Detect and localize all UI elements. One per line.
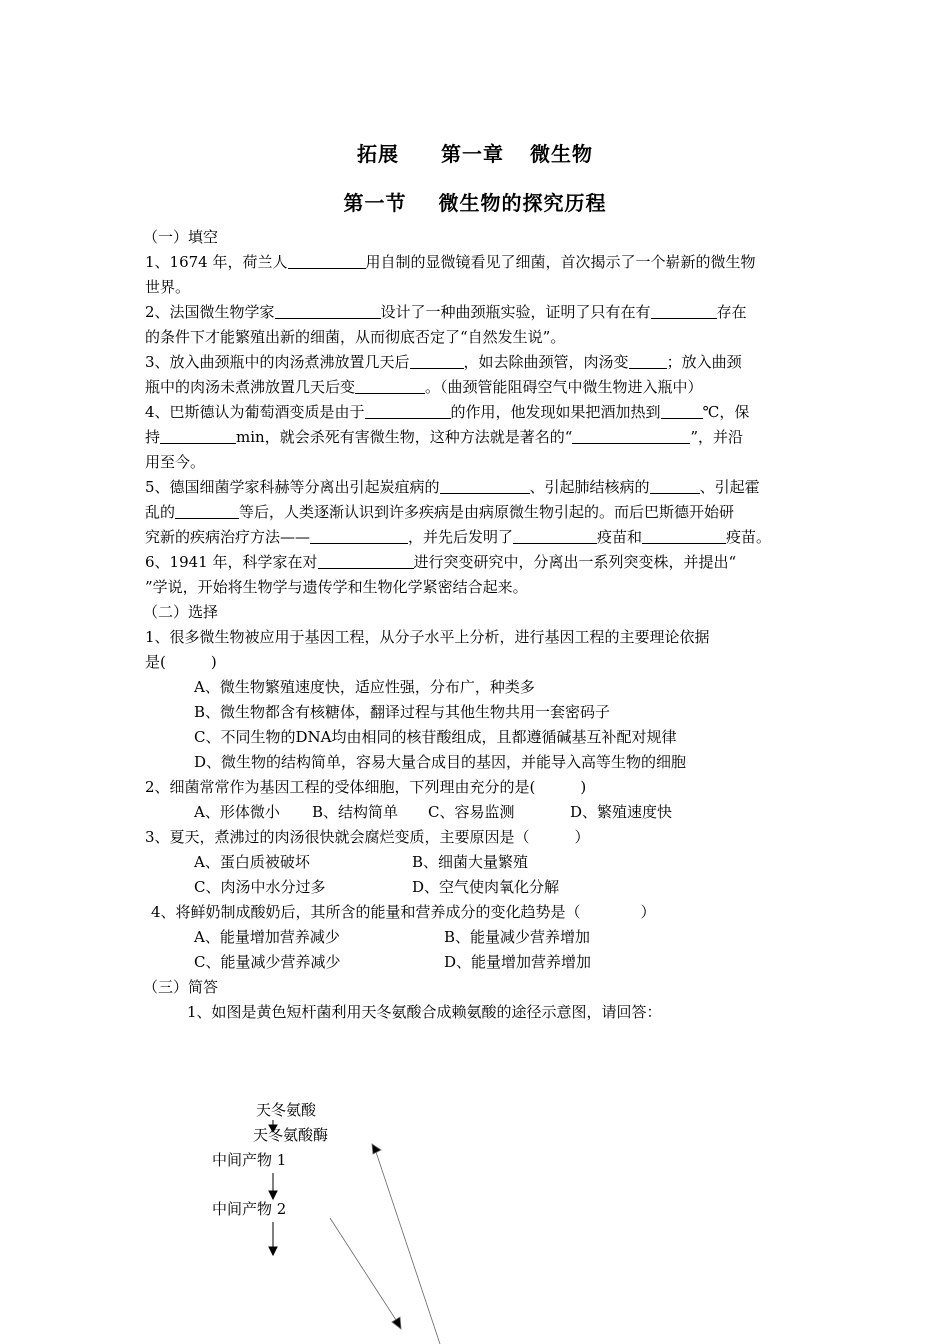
node-intermediate-1: 中间产物 1 (212, 1151, 287, 1169)
choice-q2-option-a[interactable]: A、形体微小 (194, 803, 280, 821)
fill-q2-line1: 2、法国微生物学家 设计了一种曲颈瓶实验，证明了只有在有 存在 (145, 303, 747, 321)
inhibition-line (330, 1218, 396, 1320)
node-aspartate: 天冬氨酸 (256, 1101, 317, 1119)
choice-q1-option-d[interactable]: D、微生物的结构简单，容易大量合成目的基因，并能导入高等生物的细胞 (194, 753, 687, 771)
inhibition-arrow-head (392, 1317, 401, 1329)
choice-q1-stem2: 是( ) (145, 653, 217, 671)
chapter-title-part1: 拓展 (357, 142, 399, 166)
choice-q2-option-c[interactable]: C、容易监测 (428, 803, 515, 821)
fill-q1-line2: 世界。 (145, 278, 191, 296)
choice-q4-option-c[interactable]: C、能量减少营养减少 (194, 953, 341, 971)
fill-q1-line1: 1、1674 年，荷兰人 用自制的显微镜看见了细菌，首次揭示了一个崭新的微生物 (145, 253, 756, 271)
choice-q1-option-b[interactable]: B、微生物都含有核糖体，翻译过程与其他生物共用一套密码子 (194, 703, 611, 721)
choice-q3-option-b[interactable]: B、细菌大量繁殖 (412, 853, 529, 871)
fill-q2-line2: 的条件下才能繁殖出新的细菌，从而彻底否定了“自然发生说”。 (145, 328, 566, 346)
chapter-title-part3: 微生物 (530, 142, 593, 166)
choice-q4-option-b[interactable]: B、能量减少营养增加 (444, 928, 591, 946)
choice-q2-stem: 2、细菌常常作为基因工程的受体细胞，下列理由充分的是( ) (145, 778, 587, 796)
section2-heading: （二）选择 (143, 603, 219, 621)
fill-q3-line1: 3、放入曲颈瓶中的肉汤煮沸放置几天后 ，如去除曲颈管，肉汤变 ；放入曲颈 (145, 353, 742, 371)
choice-q3-option-a[interactable]: A、蛋白质被破坏 (194, 853, 310, 871)
fill-q6-line1: 6、1941 年，科学家在对 进行突变研究中，分离出一系列突变株，并提出“ (145, 553, 737, 571)
fill-q6-line2: ”学说，开始将生物学与遗传学和生物化学紧密结合起来。 (145, 578, 528, 596)
chapter-title-part2: 第一章 (441, 142, 504, 166)
choice-q3-stem: 3、夏天，煮沸过的肉汤很快就会腐烂变质，主要原因是（ ） (145, 828, 590, 846)
fill-q5-line3: 究新的疾病治疗方法—— ，并先后发明了 疫苗和 疫苗。 (145, 528, 772, 546)
choice-q1-option-c[interactable]: C、不同生物的DNA均由相同的核苷酸组成，且都遵循碱基互补配对规律 (194, 728, 677, 746)
fill-q3-line2: 瓶中的肉汤未煮沸放置几天后变 。（曲颈管能阻碍空气中微生物进入瓶中） (145, 378, 703, 396)
section-title-part1: 第一节 (343, 191, 407, 215)
choice-q1-stem: 1、很多微生物被应用于基因工程，从分子水平上分析，进行基因工程的主要理论依据 (145, 628, 710, 646)
choice-q4-option-a[interactable]: A、能量增加营养减少 (194, 928, 340, 946)
choice-q3-option-d[interactable]: D、空气使肉氧化分解 (412, 878, 560, 896)
choice-q3-option-c[interactable]: C、肉汤中水分过多 (194, 878, 326, 896)
choice-q2-option-d[interactable]: D、繁殖速度快 (570, 803, 673, 821)
feedback-arrow-head (372, 1144, 381, 1154)
section-title-part2: 微生物的探究历程 (438, 191, 607, 215)
node-aspartase: 天冬氨酸酶 (253, 1126, 329, 1144)
fill-q4-line1: 4、巴斯德认为葡萄酒变质是由于 的作用，他发现如果把酒加热到 ℃，保 (145, 403, 750, 421)
choice-q4-stem: 4、将鲜奶制成酸奶后，其所含的能量和营养成分的变化趋势是（ ） (151, 903, 656, 921)
section3-heading: （三）简答 (143, 978, 219, 996)
fill-q5-line1: 5、德国细菌学家科赫等分离出引起炭疽病的 、引起肺结核病的 、引起霍 (145, 478, 760, 496)
choice-q4-option-d[interactable]: D、能量增加营养增加 (444, 953, 592, 971)
node-intermediate-2: 中间产物 2 (212, 1200, 287, 1218)
fill-q4-line2: 持 min，就会杀死有害微生物，这种方法就是著名的“ ”，并沿 (145, 428, 744, 446)
arrow-head (269, 1247, 277, 1255)
fill-q4-line3: 用至今。 (145, 453, 206, 471)
short-answer-q1: 1、如图是黄色短杆菌利用天冬氨酸合成赖氨酸的途径示意图，请回答： (187, 1003, 662, 1021)
choice-q2-option-b[interactable]: B、结构简单 (312, 803, 399, 821)
fill-q5-line2: 乱的 等后，人类逐渐认识到许多疾病是由病原微生物引起的。而后巴斯德开始研 (145, 503, 735, 521)
choice-q1-option-a[interactable]: A、微生物繁殖速度快，适应性强，分布广，种类多 (194, 678, 535, 696)
section1-heading: （一）填空 (143, 228, 219, 246)
feedback-line (376, 1152, 440, 1344)
